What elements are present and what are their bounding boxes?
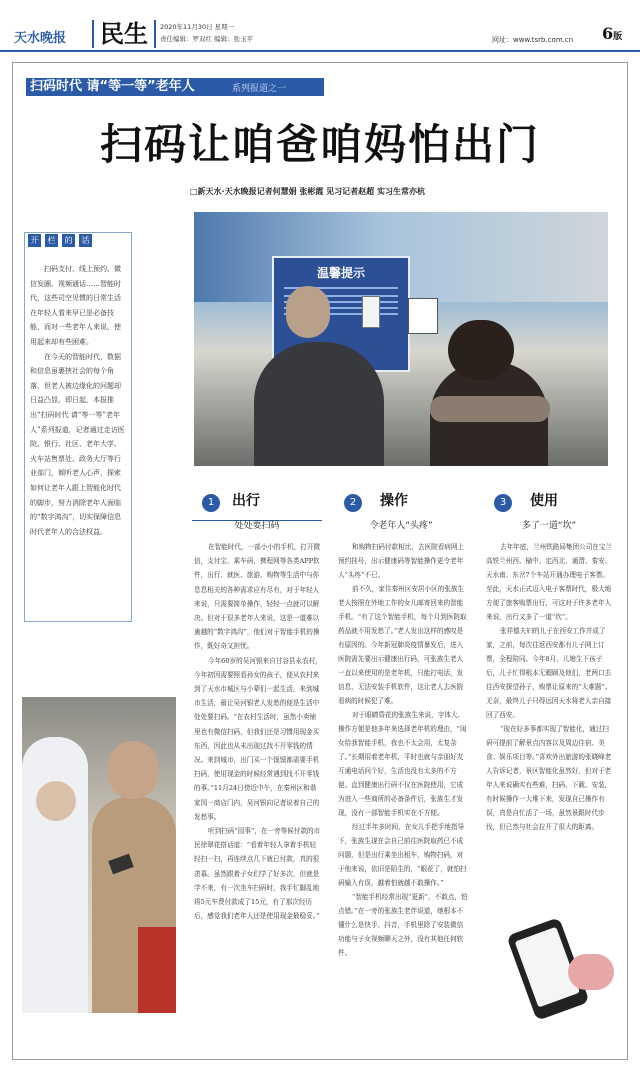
man-head	[286, 286, 330, 338]
series-title: 扫码时代 请“等一等”老年人	[30, 79, 195, 94]
woman-head	[448, 320, 514, 380]
section-2-body	[338, 540, 468, 960]
main-photo	[194, 212, 608, 466]
fur-collar	[430, 396, 550, 422]
elderly-man-figure	[254, 342, 384, 466]
section-paragraph: 张祥德夫妇的儿子在西安工作并成了家，之前，每次往返西安都有儿子网上订票，全程陪同。今年8月，儿媳生下孩子后，儿子忙得根本无暇顾及他们，老两口去往西安探望孙子，购票让原来的“大难题”。无奈，最终儿子只得远因天水将老人亲自接回了西安。	[486, 627, 612, 719]
section-paragraph: 听到扫码“囧事”，在一旁等候付款的市民徐翠花搭话道：“看着年轻人拿着手机轻轻扫一扫，再连续点几下就已付款，真的很羡慕。虽然跟着子女们学了好多次，但就是学不来，有一次坐车扫码时，我手忙脚乱地将5元车费付款成了15元，有了那次经历后，感觉我们老年人还是使用现金最稳妥。”	[194, 827, 321, 921]
section-paragraph: “智能手机经常出现“更新”，不敢点，怕点错。”在一旁的张族生老伴说道，她根本不懂什么是快手、抖音，手机里除了安装微信功能与子女视频聊天之外，没有其他任何软件。	[338, 893, 468, 957]
column-paragraph: 在今天的智能时代，数据和信息虽裹挟社会的每个角落，但老人被边缘化的问题却日益凸显。即日起，本报推出“扫码时代 请“等一等”老年人”系列报道，记者通过走访医院、银行、社区、老年大学、火车站售票处、政务大厅等行业部门，倾听老人心声，探索如何让老年人跟上智能化时代的脚步，努力消除老年人面临的“数字鸿沟”，切实保障信息时代老年人的合法权益。	[30, 352, 125, 536]
elderly-scanning-photo	[22, 697, 176, 1013]
smartphone	[362, 296, 380, 328]
worker-face	[36, 781, 76, 821]
column-tag-char: 话	[79, 234, 92, 247]
section-title: 操作	[380, 493, 408, 509]
page-unit: 版	[613, 32, 623, 42]
section-title: 民生	[92, 20, 156, 48]
section-paragraph: 前不久，家住秦州区安居小区的张族生老人按照在外地工作的女儿邮寄回来的智能手机。“有了这个智能手机，每个月到医院取药品就不用发愁了。”老人发出这样的感叹是有原因的。今年新冠肺炎疫情暴发后，进入医院需先要出示健康出行码，可张族生老人一直以来使用的是老年机，只能打电话，发信息，无法安装手机软件，这让老人去医院看病的时候犯了难。	[338, 585, 467, 705]
section-subtitle: 多了一道“坎”	[521, 521, 577, 531]
section-1-body	[194, 540, 322, 923]
issue-date: 2020年11月30日 星期一	[160, 23, 235, 31]
ppe-worker-figure	[22, 737, 88, 1013]
section-paragraph: “现在好多事都实现了智能化，通过扫码可提前了解景点内容以及周边住宿、美食、娱乐项目等。”喜欢外出旅游的张晓峰老人告诉记者，景区智能化虽然好，但对于老年人来说确实有些难，扫码、下载、安装，有时候操作一大堆下来，发现自己操作有误，真是自忙活了一场，虽然景跟时代步伐，但已然与社会拉开了很大的距离。	[486, 725, 612, 831]
newspaper-brand: 天水晚报	[14, 31, 67, 46]
section-paragraph: 和购物扫码付款相比，去医院看病网上预约挂号，出示健康码等智能操作更令老年人“头疼”不已。	[338, 543, 465, 579]
section-subtitle: 处处要扫码	[234, 521, 280, 531]
qr-code	[408, 298, 438, 334]
section-paragraph: 对于眼睛昏花的张族生来说，字体大、操作方便是他多年来选择老年机的理由，“闺女给我智能手机，我也不太会用，太复杂了。”长期用着老年机，平时也就与亲朋好友互通电话问个好，生活也没有太多的不方便。直到健康出行码不仅在医院使用，它成为进入一些商所的必备条件后，张族生才发现，没有一部智能手机实在不方便。	[338, 711, 467, 817]
section-number-badge: 1	[202, 494, 220, 512]
column-body	[30, 262, 126, 539]
column-tag	[28, 228, 96, 247]
editor-credits: 责任编辑：罗双红 编辑：张玉平	[160, 35, 254, 43]
section-number-badge: 2	[344, 494, 362, 512]
headline: 扫码让咱爸咱妈怕出门	[99, 120, 540, 169]
series-subtitle: 系列报道之一	[232, 84, 287, 94]
section-paragraph: 去年年底，兰州铁路局集团公司在宝兰高铁兰州西、榆中、定西北、通渭、秦安、天水南、东岔7个车站开通办理电子客票。至此，天水正式迈入电子客票时代，极大地方便了旅客购票出行，可这对于许多老年人来说，出行又多了一道“坎”。	[486, 543, 613, 621]
section-subtitle: 令老年人“头疼”	[369, 521, 433, 531]
man-head	[108, 741, 158, 799]
column-tag-char: 的	[62, 234, 75, 247]
column-tag-char: 栏	[45, 234, 58, 247]
website-url: 网址：www.tsrb.com.cn	[492, 36, 574, 44]
section-title: 出行	[232, 493, 260, 509]
section-paragraph: 今年60岁的吴河银来自甘谷县永农村，今年初因需要照看孙女的孩子，便从农村来到了天水市城区与小辈们一起生活，来到城市生活，最让吴河银老人发愁的便是生活中处处要扫码。“在农村生活时，虽然小卖铺里也有微信扫码，但我们还是习惯用现金买东西，因此也从未出现过找不开零钱的情况。来到城市，出门买一个馍馍都需要手机扫码，使用现金的时候经常遇到找不开零钱的事。”11月24日傍近中午，在秦州区和谐家园一商店门内，吴河银向记者说着自己的发愁事。	[194, 656, 322, 821]
section-paragraph: 经过半年多时间，在女儿手把手地指导下，张族生现在会自己前往医院取药已不成问题，但是出行乘坐出租车，购物扫码，对于他来说，依旧是陌生的，“眼花了，就怕扫码输入有误，越着怕就越不敢操作。”	[338, 823, 467, 887]
section-3-body	[486, 540, 614, 834]
notice-sign-title: 温馨提示	[316, 266, 365, 280]
column-tag-char: 开	[28, 234, 41, 247]
section-title: 使用	[530, 493, 558, 509]
page-number: 6版	[602, 24, 623, 43]
section-paragraph: 在智能时代，一部小小的手机，打开微信，支付宝、乘车码，携程网等各类APP软件，出行、就医、旅游、购物等生活中与你息息相关的各种需求应有尽有，对于年轻人来说，只需要简单操作，轻轻一点就可以解决。但对于很多老年人来说，这是一道难以逾越的“数字鸿沟”，他们对于智能手机的操作，既好奇又担忧。	[194, 543, 321, 651]
red-bag	[138, 927, 176, 1013]
column-paragraph: 扫码支付、线上预约、微信发圈、视频通话……智能时代，这些司空见惯的日常生活在年轻人看来早已是必备技能，而对一些老年人来说，使用起来却有些困难。	[30, 265, 121, 346]
section-number-badge: 3	[494, 494, 512, 512]
hand-illustration	[568, 954, 614, 990]
byline: □新天水·天水晚报记者何慧娟 张彬霞 见习记者赵超 实习生常亦杭	[190, 187, 425, 196]
